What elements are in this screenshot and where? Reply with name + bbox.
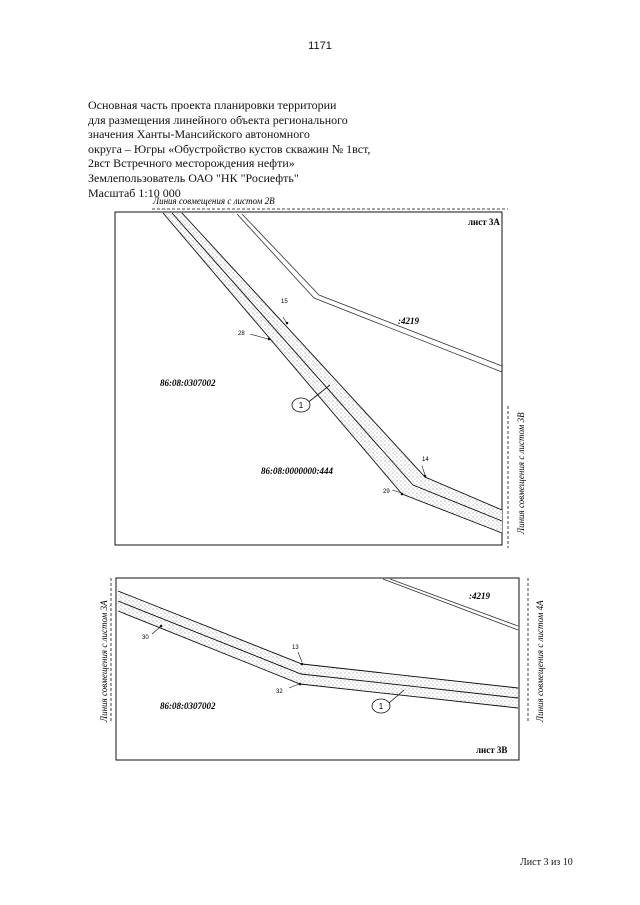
point-leader [152,627,160,634]
point-leader [250,334,268,339]
corridor-edge [182,213,502,510]
scale-label: Масштаб 1:10 000 [88,185,181,200]
page-number: 1171 [308,40,332,52]
match-line-4a-label: Линия совмещения с листом 4А [535,600,545,722]
point-label: 28 [238,331,245,337]
point-marker [401,493,404,496]
point-marker [301,663,304,666]
parcel-boundary [390,579,518,626]
title-line: Основная часть проекта планировки территории [88,98,337,112]
point-label: 15 [281,299,288,305]
point-marker [286,322,289,325]
callout-number: 1 [298,401,304,410]
sheet-counter: Лист 3 из 10 [520,857,573,868]
sheet-3b-map [99,578,545,760]
sheet-label-3b: лист 3В [476,745,508,755]
title-line: округа – Югры «Обустройство кустов скважин № 1вст, [88,141,371,156]
point-leader [283,317,286,322]
parcel-boundary [237,214,502,372]
title-line: 2вст Встречного месторождения нефти» [88,156,295,171]
pipeline-corridor [163,213,502,533]
match-line-right-label: Линия совмещения с листом 3В [516,412,526,534]
point-label: 13 [292,645,299,651]
title-line: для размещения линейного объекта регионального [88,112,348,127]
pipeline-corridor [118,591,518,708]
match-line-left-label: Линия совмещения с листом 3А [99,600,109,722]
parcel-boundary [383,579,518,630]
point-label: 32 [276,689,283,695]
point-marker [299,683,302,686]
parcel-label-444: 86:08:0000000:444 [261,466,333,476]
parcel-label-main: 86:08:0307002 [160,378,216,388]
point-leader [298,652,302,662]
parcel-label-4219: :4219 [469,591,490,601]
parcel-label-main: 86:08:0307002 [160,701,216,711]
callout-number: 1 [378,702,384,711]
point-leader [289,684,299,688]
point-marker [268,338,271,341]
title-line: значения Ханты-Мансийского автономного [88,127,310,142]
point-marker [424,475,427,478]
parcel-label-4219: :4219 [398,316,419,326]
point-label: 14 [422,457,429,463]
sheet-3a-map [115,196,526,548]
match-line-top-label: Линия совмещения с листом 2В [153,196,275,206]
point-label: 29 [383,489,390,495]
point-marker [160,625,163,628]
sheet-label-3a: лист 3А [468,217,500,227]
title-line: Землепользователь ОАО "НК "Росиефть" [88,170,299,185]
point-label: 30 [142,635,149,641]
